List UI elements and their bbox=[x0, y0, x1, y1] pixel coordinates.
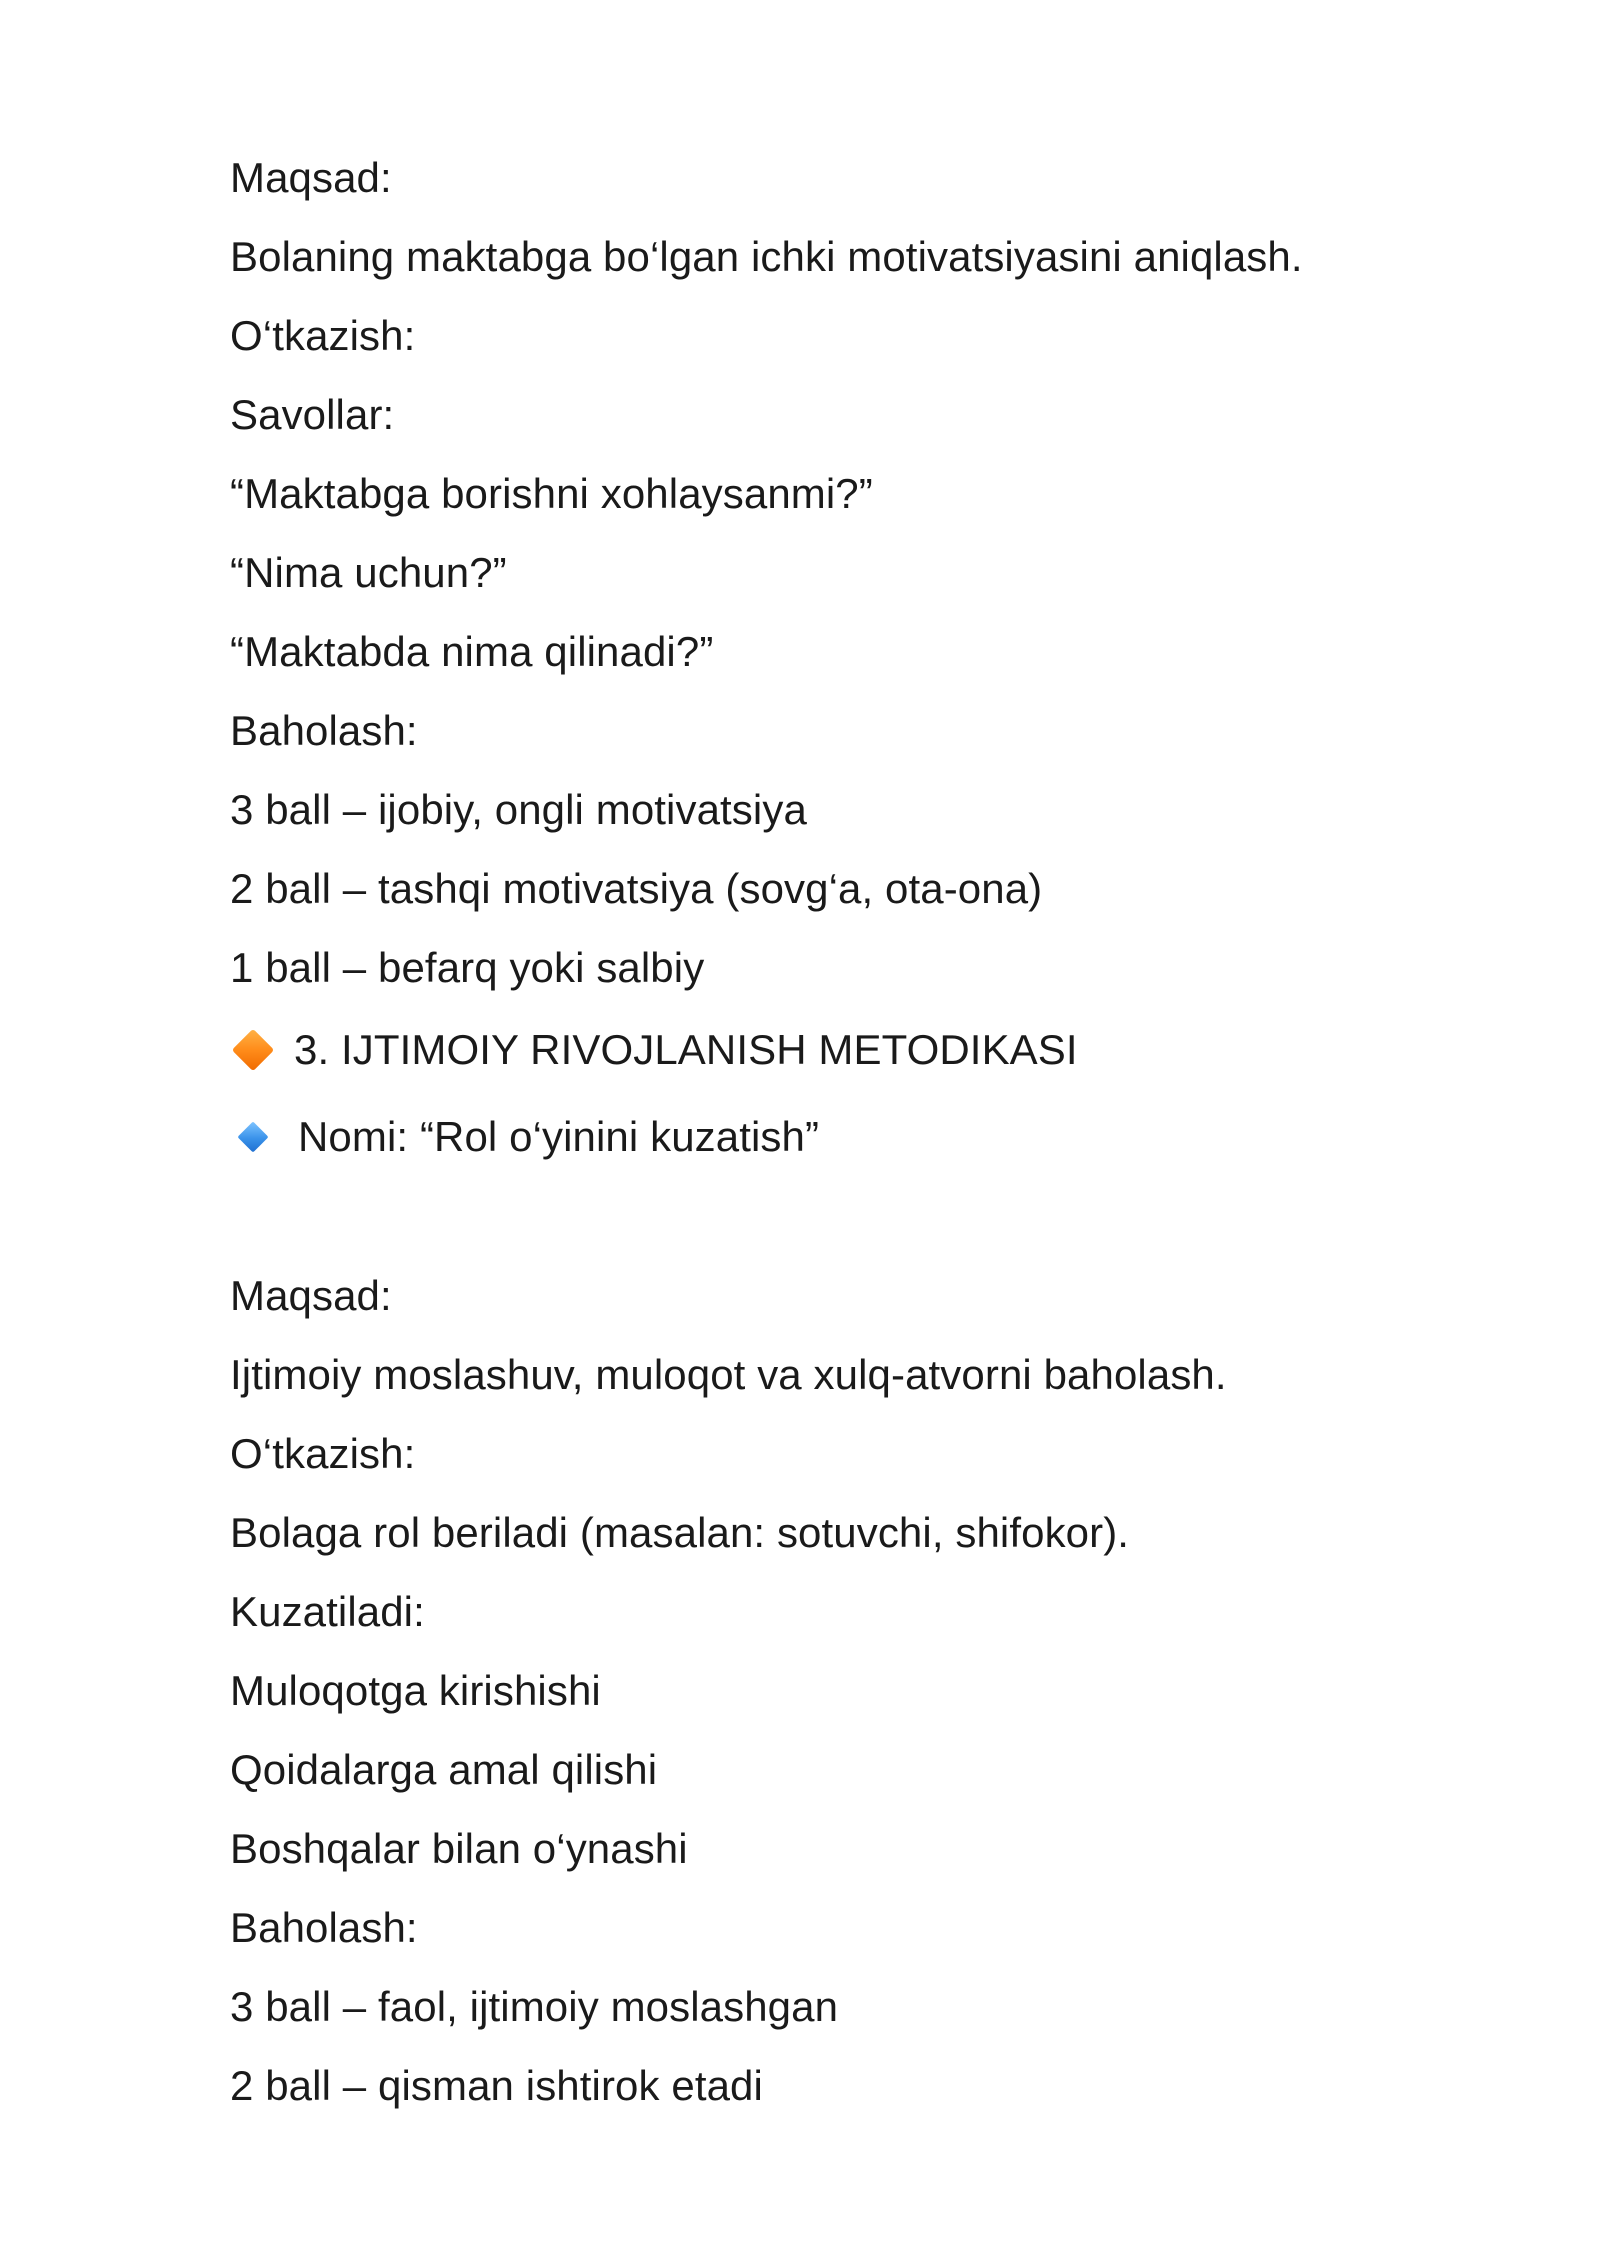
otkazish-label: O‘tkazish: bbox=[230, 1430, 416, 1477]
section-heading bbox=[230, 1024, 1078, 1076]
observed-item: Muloqotga kirishishi bbox=[230, 1667, 601, 1714]
baholash-label: Baholash: bbox=[230, 707, 418, 754]
observed-item: Qoidalarga amal qilishi bbox=[230, 1746, 658, 1793]
score-item: 2 ball – qisman ishtirok etadi bbox=[230, 2062, 763, 2109]
maqsad-text: Bolaning maktabga bo‘lgan ichki motivatsiyasini aniqlash. bbox=[230, 233, 1303, 280]
score-item: 3 ball – faol, ijtimoiy moslashgan bbox=[230, 1983, 839, 2030]
orange-diamond-icon bbox=[232, 1029, 274, 1071]
method-name bbox=[230, 1111, 819, 1163]
blue-diamond-icon bbox=[237, 1121, 268, 1152]
otkazish-text: Bolaga rol beriladi (masalan: sotuvchi, shifokor). bbox=[230, 1509, 1130, 1556]
maqsad-label: Maqsad: bbox=[230, 154, 392, 201]
question-item: “Maktabda nima qilinadi?” bbox=[230, 628, 714, 675]
maqsad-label: Maqsad: bbox=[230, 1272, 392, 1319]
score-item: 3 ball – ijobiy, ongli motivatsiya bbox=[230, 786, 807, 833]
section-heading-text: 3. IJTIMOIY RIVOJLANISH METODIKASI bbox=[294, 1026, 1078, 1073]
question-item: “Nima uchun?” bbox=[230, 549, 507, 596]
kuzatiladi-label: Kuzatiladi: bbox=[230, 1588, 425, 1635]
baholash-label: Baholash: bbox=[230, 1904, 418, 1951]
method-name-text: Nomi: “Rol o‘yinini kuzatish” bbox=[298, 1113, 820, 1160]
savollar-label: Savollar: bbox=[230, 391, 395, 438]
maqsad-text: Ijtimoiy moslashuv, muloqot va xulq-atvorni baholash. bbox=[230, 1351, 1227, 1398]
observed-item: Boshqalar bilan o‘ynashi bbox=[230, 1825, 688, 1872]
score-item: 1 ball – befarq yoki salbiy bbox=[230, 944, 705, 991]
score-item: 2 ball – tashqi motivatsiya (sovg‘a, ota-ona) bbox=[230, 865, 1043, 912]
otkazish-label: O‘tkazish: bbox=[230, 312, 416, 359]
question-item: “Maktabga borishni xohlaysanmi?” bbox=[230, 470, 873, 517]
